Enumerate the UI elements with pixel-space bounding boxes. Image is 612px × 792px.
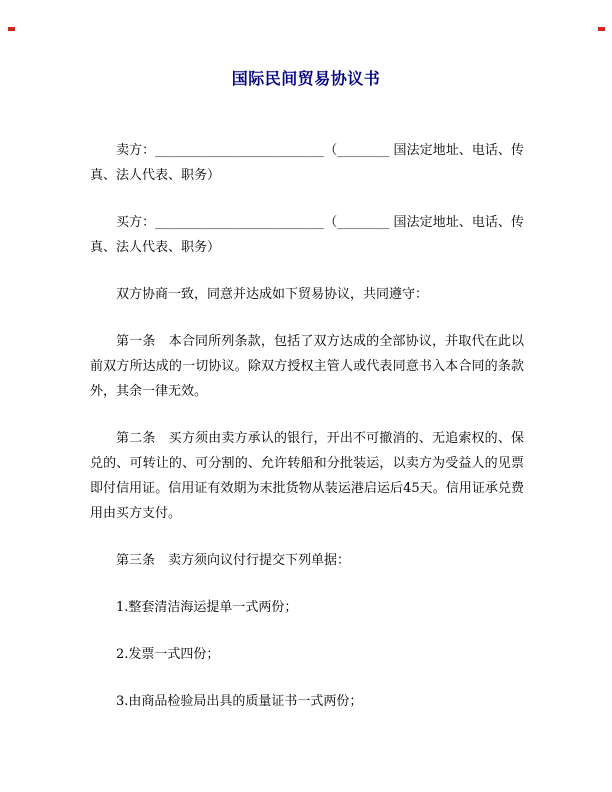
list-item-3: 3.由商品检验局出具的质量证书一式两份； <box>116 694 363 709</box>
paragraph-seller: 卖方：__________________________（________ 国法定地址、电话、传真、法人代表、职务） <box>90 143 524 183</box>
paragraph-article-2: 第二条 买方须由卖方承认的银行，开出不可撤消的、无追索权的、保兑的、可转让的、可分割的、允许转船和分批装运，以卖方为受益人的见票即付信用证。信用证有效期为末批货物从装运港启运后45天。信用证承兑费用由买方支付。 <box>90 431 524 521</box>
document-title: 国际民间贸易协议书 <box>231 69 381 88</box>
registration-mark-right <box>598 27 605 31</box>
document-body <box>90 138 524 736</box>
list-item-1: 1.整套清洁海运提单一式两份； <box>116 600 298 615</box>
paragraph-buyer: 买方：__________________________（________ 国法定地址、电话、传真、法人代表、职务） <box>90 215 524 255</box>
paragraph-article-1: 第一条 本合同所列条款，包括了双方达成的全部协议，并取代在此以前双方所达成的一切协议。除双方授权主管人或代表同意书入本合同的条款外，其余一律无效。 <box>90 334 524 399</box>
paragraph-article-3: 第三条 卖方须向议付行提交下列单据： <box>116 553 351 568</box>
registration-mark-left <box>8 27 15 31</box>
list-item-2: 2.发票一式四份； <box>116 647 220 662</box>
paragraph-preamble: 双方协商一致，同意并达成如下贸易协议，共同遵守： <box>116 287 429 302</box>
